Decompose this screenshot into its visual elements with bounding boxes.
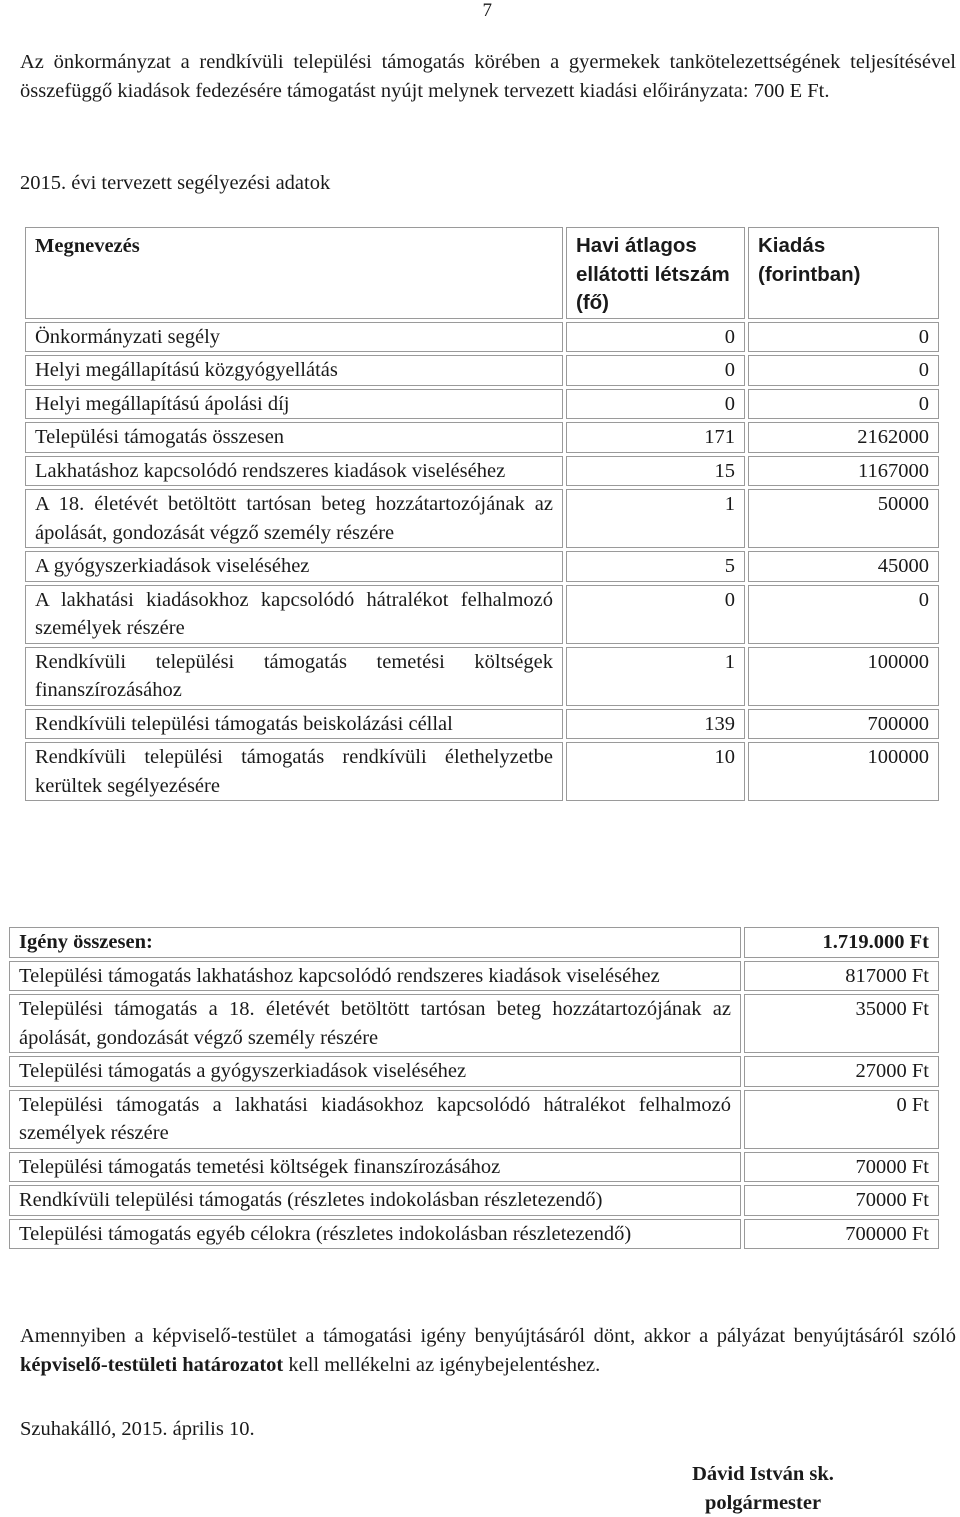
row-name: A gyógyszerkiadások viseléséhez (25, 551, 563, 582)
table-row (25, 585, 939, 644)
row-count: 15 (566, 456, 745, 487)
signatory-title: polgármester (650, 1489, 876, 1517)
table-row (25, 389, 939, 420)
summary-row (9, 994, 939, 1053)
signature-block (650, 1460, 876, 1517)
row-amount: 2162000 (748, 422, 939, 453)
table-row (25, 322, 939, 353)
paragraph-bold: képviselő-testületi határozatot (20, 1354, 283, 1376)
place-date: Szuhakálló, 2015. április 10. (20, 1418, 255, 1441)
table-header-row (25, 227, 939, 319)
row-count: 0 (566, 389, 745, 420)
header-count: Havi átlagos ellátotti létszám (fő) (566, 227, 745, 319)
summary-row (9, 1185, 939, 1216)
summary-row (9, 1152, 939, 1183)
row-amount: 0 (748, 585, 939, 644)
summary-value: 70000 Ft (744, 1185, 939, 1216)
table-row (25, 742, 939, 801)
row-name: Önkormányzati segély (25, 322, 563, 353)
row-name: Helyi megállapítású ápolási díj (25, 389, 563, 420)
header-name: Megnevezés (25, 227, 563, 319)
row-amount: 50000 (748, 489, 939, 548)
table-row (25, 709, 939, 740)
row-name: A lakhatási kiadásokhoz kapcsolódó hátralékot felhalmozó személyek részére (25, 585, 563, 644)
table-row (25, 355, 939, 386)
table-row (25, 422, 939, 453)
row-amount: 100000 (748, 742, 939, 801)
row-amount: 0 (748, 355, 939, 386)
row-name: Rendkívüli települési támogatás beiskolázási céllal (25, 709, 563, 740)
row-count: 139 (566, 709, 745, 740)
row-count: 5 (566, 551, 745, 582)
intro-paragraph: Az önkormányzat a rendkívüli települési támogatás körében a gyermekek tankötelezettségének teljesítésével összefüggő kiadások fedezésére támogatást nyújt melynek tervezett kiadási előirányzata: 700 E Ft. (20, 48, 956, 105)
summary-label: Igény összesen: (9, 927, 741, 958)
row-count: 0 (566, 585, 745, 644)
summary-row (9, 961, 939, 992)
demand-summary-table (6, 924, 942, 1252)
row-count: 1 (566, 489, 745, 548)
summary-label: Rendkívüli települési támogatás (részletes indokolásban részletezendő) (9, 1185, 741, 1216)
row-amount: 0 (748, 389, 939, 420)
row-name: Rendkívüli települési támogatás temetési költségek finanszírozásához (25, 647, 563, 706)
row-amount: 1167000 (748, 456, 939, 487)
closing-paragraph (20, 1322, 956, 1379)
row-amount: 0 (748, 322, 939, 353)
header-amount: Kiadás (forintban) (748, 227, 939, 319)
summary-label: Települési támogatás egyéb célokra (részletes indokolásban részletezendő) (9, 1219, 741, 1250)
row-count: 171 (566, 422, 745, 453)
summary-row (9, 927, 939, 958)
signatory-name: Dávid István sk. (650, 1460, 876, 1489)
row-count: 0 (566, 322, 745, 353)
summary-value: 27000 Ft (744, 1056, 939, 1087)
summary-value: 700000 Ft (744, 1219, 939, 1250)
support-data-table (22, 224, 942, 804)
summary-row (9, 1219, 939, 1250)
row-name: Helyi megállapítású közgyógyellátás (25, 355, 563, 386)
row-count: 1 (566, 647, 745, 706)
summary-row (9, 1090, 939, 1149)
summary-label: Települési támogatás a lakhatási kiadásokhoz kapcsolódó hátralékot felhalmozó személyek részére (9, 1090, 741, 1149)
summary-value: 1.719.000 Ft (744, 927, 939, 958)
row-name: Lakhatáshoz kapcsolódó rendszeres kiadások viseléséhez (25, 456, 563, 487)
table-title: 2015. évi tervezett segélyezési adatok (20, 172, 330, 195)
page-number: 7 (483, 0, 493, 22)
summary-label: Települési támogatás a 18. életévét betöltött tartósan beteg hozzátartozójának az ápolását, gondozását végző személy részére (9, 994, 741, 1053)
row-count: 0 (566, 355, 745, 386)
summary-value: 817000 Ft (744, 961, 939, 992)
row-name: Rendkívüli települési támogatás rendkívüli élethelyzetbe kerültek segélyezésére (25, 742, 563, 801)
row-amount: 100000 (748, 647, 939, 706)
table-row (25, 647, 939, 706)
paragraph-text-1: Amennyiben a képviselő-testület a támogatási igény benyújtásáról dönt, akkor a pályázat benyújtásáról szóló (20, 1325, 956, 1347)
summary-value: 0 Ft (744, 1090, 939, 1149)
row-name: Települési támogatás összesen (25, 422, 563, 453)
row-amount: 45000 (748, 551, 939, 582)
table-row (25, 551, 939, 582)
summary-row (9, 1056, 939, 1087)
row-name: A 18. életévét betöltött tartósan beteg hozzátartozójának az ápolását, gondozását végző személy részére (25, 489, 563, 548)
row-amount: 700000 (748, 709, 939, 740)
summary-label: Települési támogatás lakhatáshoz kapcsolódó rendszeres kiadások viseléséhez (9, 961, 741, 992)
paragraph-text-2: kell mellékelni az igénybejelentéshez. (283, 1354, 600, 1376)
summary-label: Települési támogatás temetési költségek finanszírozásához (9, 1152, 741, 1183)
summary-label: Települési támogatás a gyógyszerkiadások viseléséhez (9, 1056, 741, 1087)
table-row (25, 456, 939, 487)
summary-value: 35000 Ft (744, 994, 939, 1053)
summary-value: 70000 Ft (744, 1152, 939, 1183)
table-row (25, 489, 939, 548)
row-count: 10 (566, 742, 745, 801)
